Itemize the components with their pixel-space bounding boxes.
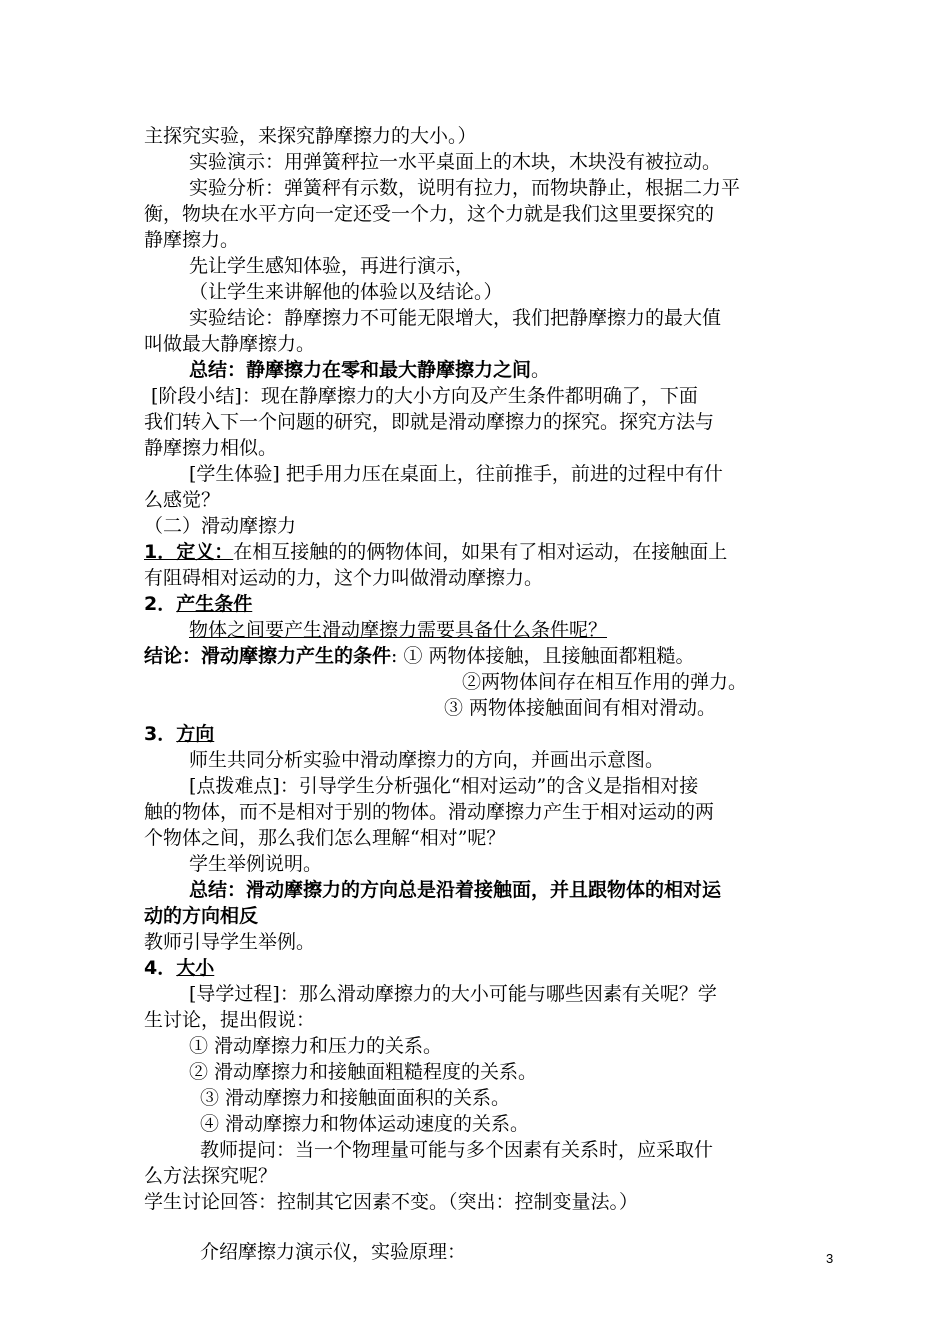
- text-line: 个物体之间，那么我们怎么理解“相对”呢？: [144, 827, 506, 849]
- question-line: 物体之间要产生滑动摩擦力需要具备什么条件呢？: [189, 619, 608, 641]
- conclusion-line: [144, 644, 695, 668]
- text-line: 么方法探究呢？: [144, 1165, 278, 1187]
- summary-line: 动的方向相反: [144, 905, 259, 927]
- text-line: 学生举例说明。: [189, 853, 323, 875]
- definition-text: 在相互接触的的俩物体间，如果有了相对运动，在接触面上: [233, 541, 728, 563]
- text-line: [学生体验] 把手用力压在桌面上，往前推手，前进的过程中有什: [189, 463, 723, 485]
- text-line: 主探究实验，来探究静摩擦力的大小。）: [144, 125, 477, 147]
- text-line: 静摩擦力相似。: [144, 437, 278, 459]
- text-line: [点拨难点]：引导学生分析强化“相对运动”的含义是指相对接: [189, 775, 699, 797]
- text-line: 么感觉？: [144, 489, 221, 511]
- text-line: 实验结论：静摩擦力不可能无限增大，我们把静摩擦力的最大值: [189, 307, 722, 329]
- hypothesis-item: ③ 滑动摩擦力和接触面面积的关系。: [200, 1087, 511, 1109]
- summary-line: 总结：滑动摩擦力的方向总是沿着接触面，并且跟物体的相对运: [189, 879, 722, 901]
- text-line: 学生讨论回答：控制其它因素不变。（突出：控制变量法。）: [144, 1191, 639, 1213]
- hypothesis-item: ② 滑动摩擦力和接触面粗糙程度的关系。: [189, 1061, 538, 1083]
- text-line: （让学生来讲解他的体验以及结论。）: [189, 281, 503, 303]
- definition-label: 1．定义：: [144, 541, 234, 563]
- summary-line: [189, 358, 550, 382]
- text-line: [导学过程]：那么滑动摩擦力的大小可能与哪些因素有关呢？学: [189, 983, 717, 1005]
- conclusion-item-3: ③ 两物体接触面间有相对滑动。: [444, 697, 717, 719]
- subheading: [144, 592, 252, 616]
- summary-bold-text: 总结：静摩擦力在零和最大静摩擦力之间: [189, 359, 532, 381]
- summary-period: 。: [531, 359, 551, 381]
- text-line: 教师提问：当一个物理量可能与多个因素有关系时，应采取什: [200, 1139, 714, 1161]
- subheading-number: 2．: [144, 593, 177, 615]
- subheading-title: 产生条件: [176, 593, 253, 615]
- text-line: 介绍摩擦力演示仪，实验原理：: [200, 1241, 467, 1263]
- text-line: 先让学生感知体验，再进行演示，: [189, 255, 475, 277]
- page-number: 3: [826, 1251, 834, 1266]
- conclusion-label: 结论：滑动摩擦力产生的条件: [144, 645, 392, 667]
- text-line: 实验演示：用弹簧秤拉一水平桌面上的木块，木块没有被拉动。: [189, 151, 722, 173]
- text-line: 叫做最大静摩擦力。: [144, 333, 316, 355]
- subheading-number: 3．: [144, 723, 177, 745]
- text-line: 生讨论，提出假说：: [144, 1009, 316, 1031]
- conclusion-item-2: ②两物体间存在相互作用的弹力。: [462, 671, 748, 693]
- section-heading: （二）滑动摩擦力: [144, 515, 297, 537]
- text-line: 衡，物块在水平方向一定还受一个力，这个力就是我们这里要探究的: [144, 203, 715, 225]
- subheading: [144, 722, 214, 746]
- subheading-title: 大小: [176, 957, 215, 979]
- text-line: 实验分析：弹簧秤有示数，说明有拉力，而物块静止，根据二力平: [189, 177, 741, 199]
- conclusion-item-1: : ① 两物体接触，且接触面都粗糙。: [391, 645, 695, 667]
- hypothesis-item: ④ 滑动摩擦力和物体运动速度的关系。: [200, 1113, 530, 1135]
- subheading: [144, 956, 214, 980]
- text-line: 教师引导学生举例。: [144, 931, 316, 953]
- definition-line: [144, 540, 727, 564]
- subheading-number: 4．: [144, 957, 177, 979]
- text-line: 师生共同分析实验中滑动摩擦力的方向，并画出示意图。: [189, 749, 665, 771]
- hypothesis-item: ① 滑动摩擦力和压力的关系。: [189, 1035, 443, 1057]
- subheading-title: 方向: [176, 723, 215, 745]
- text-line: [阶段小结]：现在静摩擦力的大小方向及产生条件都明确了，下面: [151, 385, 698, 407]
- text-line: 触的物体，而不是相对于别的物体。滑动摩擦力产生于相对运动的两: [144, 801, 715, 823]
- text-line: 有阻碍相对运动的力，这个力叫做滑动摩擦力。: [144, 567, 544, 589]
- text-line: 静摩擦力。: [144, 229, 240, 251]
- text-line: 我们转入下一个问题的研究，即就是滑动摩擦力的探究。探究方法与: [144, 411, 715, 433]
